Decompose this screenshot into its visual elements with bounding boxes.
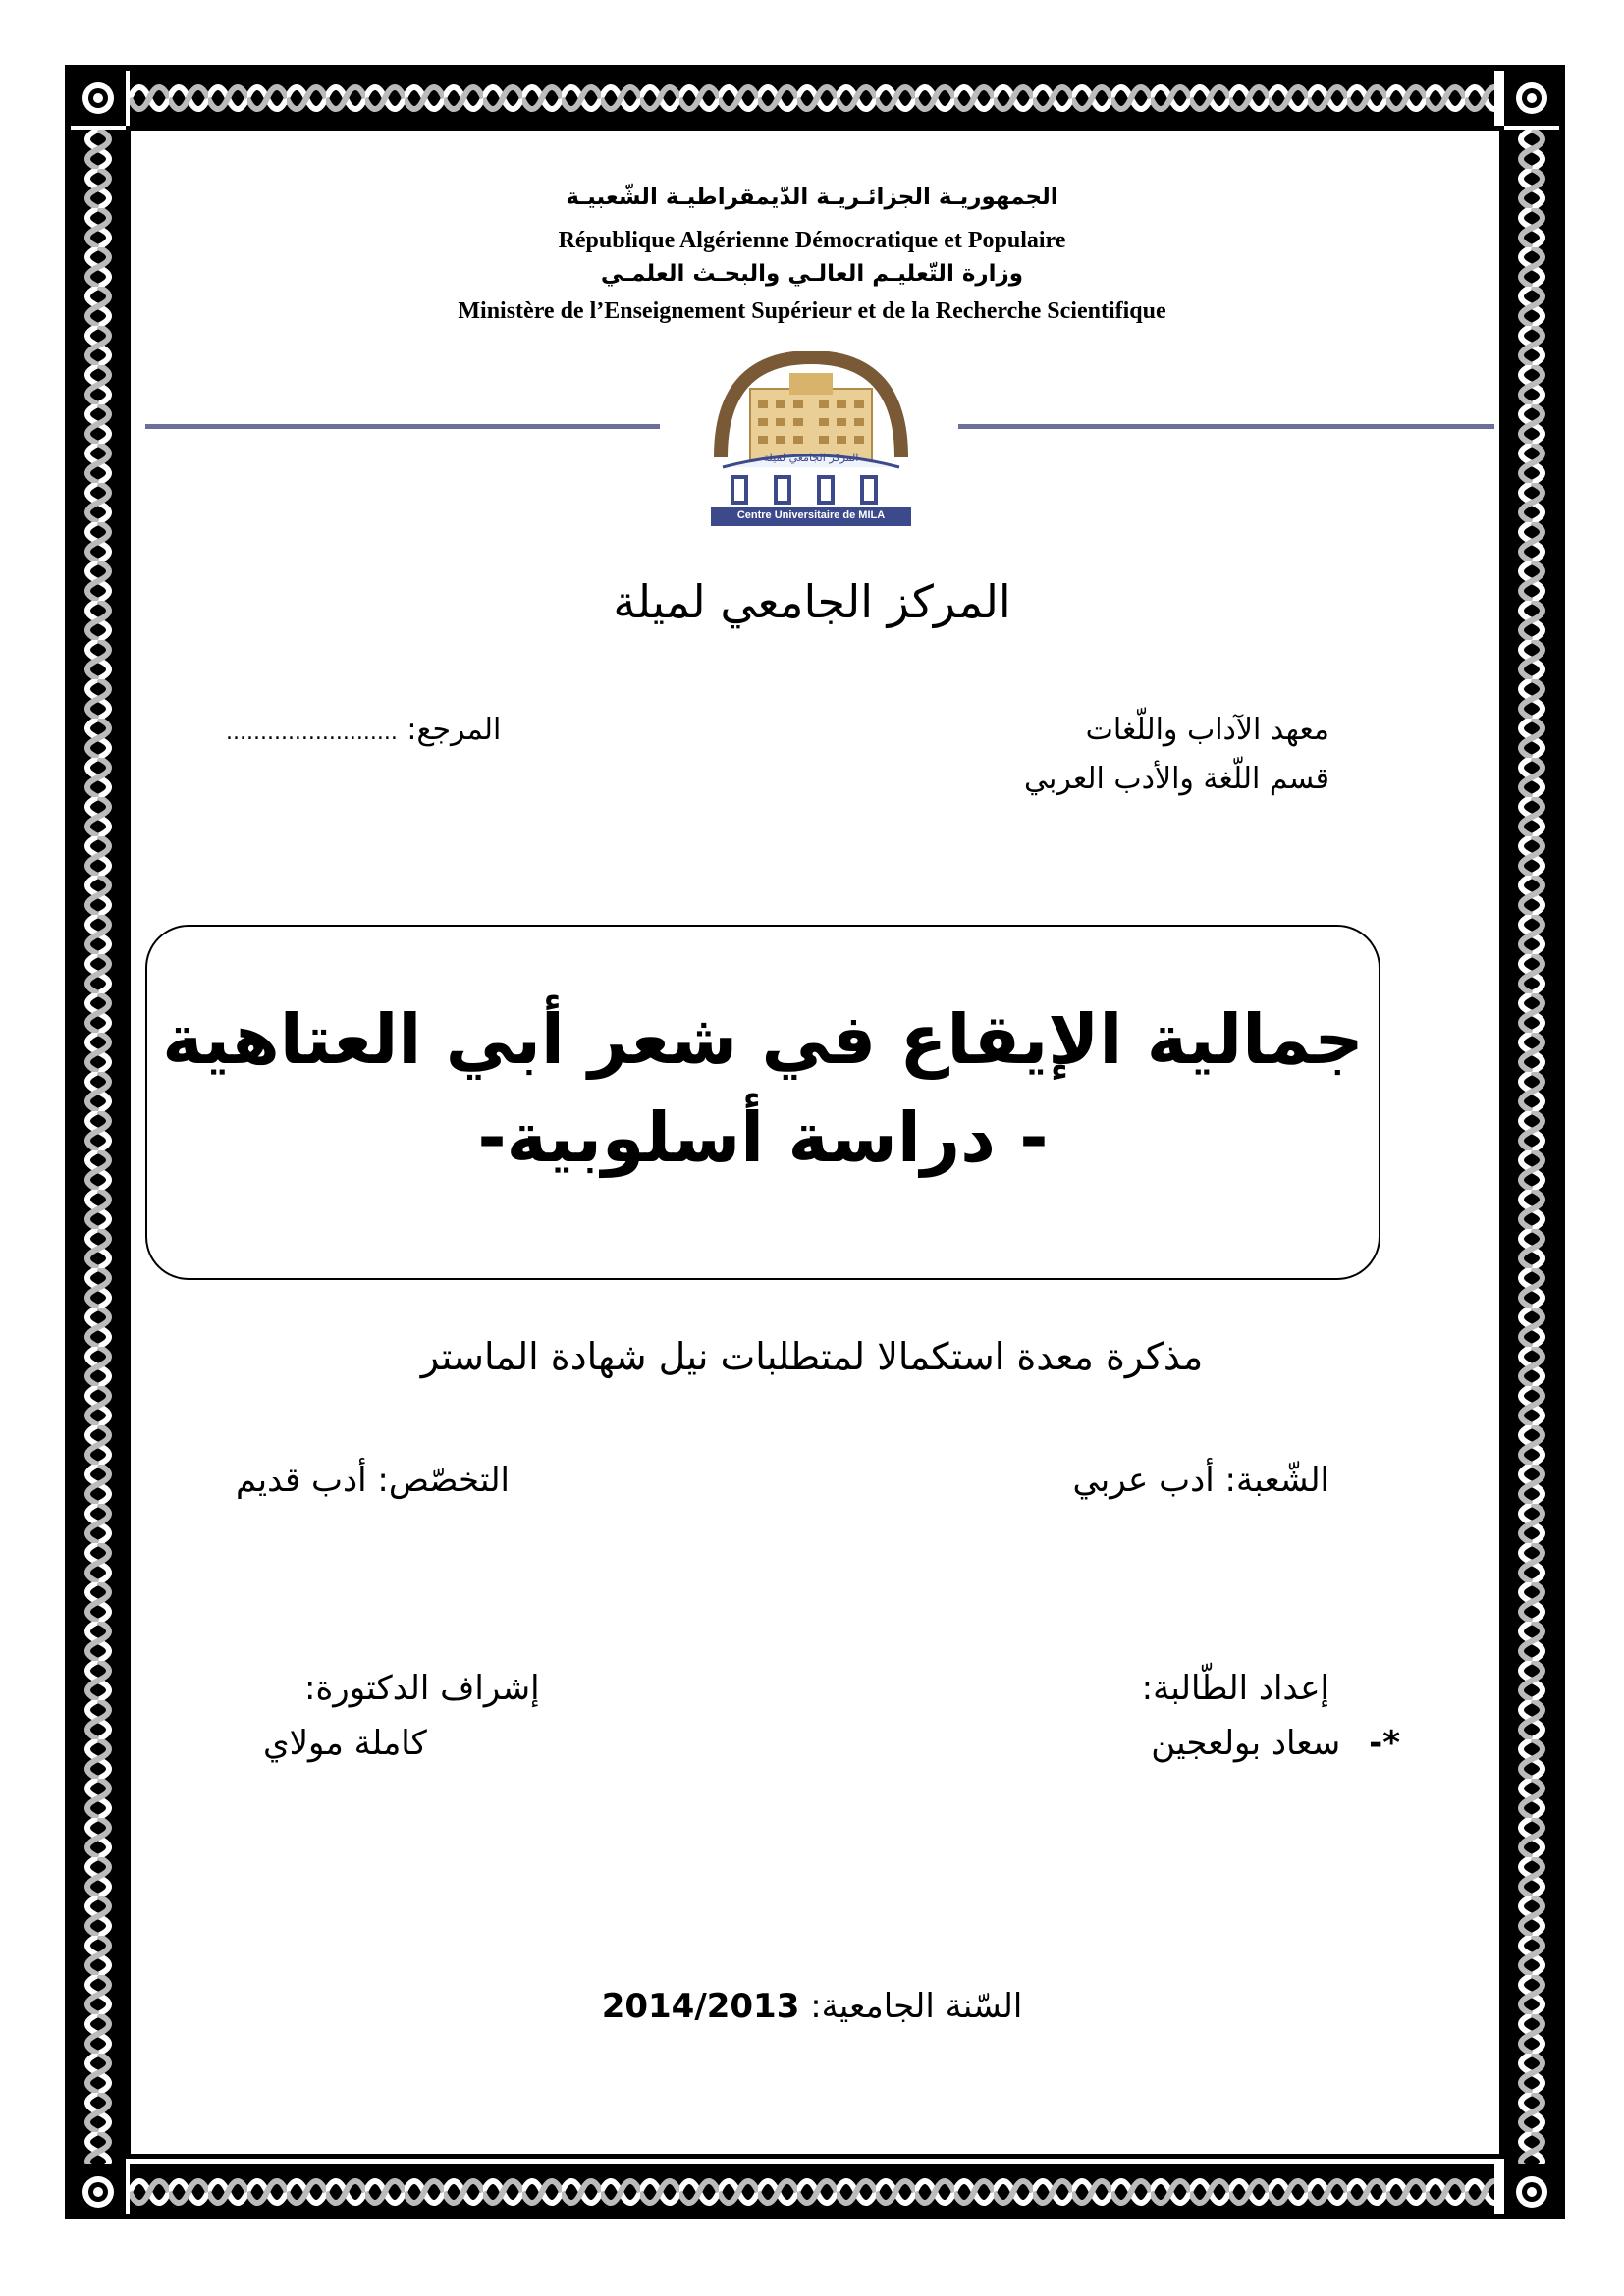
supervisor-label: إشراف الدكتورة: <box>304 1669 540 1708</box>
student-name: سعاد بولعجين <box>1151 1724 1341 1763</box>
specialty-field: التخصّص: أدب قديم <box>236 1461 511 1500</box>
republic-arabic: الجمهوريـة الجزائـريـة الدّيمقراطيـة الشّعبيـة <box>566 185 1058 210</box>
republic-french: République Algérienne Démocratique et Populaire <box>558 228 1066 253</box>
ministry-french: Ministère de l’Enseignement Supérieur et de la Recherche Scientifique <box>458 298 1166 324</box>
corner-ornament-icon <box>1504 71 1559 126</box>
reference-value: ......................... <box>226 721 398 745</box>
memo-description: مذكرة معدة استكمالا لمتطلبات نيل شهادة الماستر <box>420 1335 1204 1378</box>
logo-caption: Centre Universitaire de MILA <box>736 509 886 521</box>
department-name: قسم اللّغة والأدب العربي <box>1023 762 1329 796</box>
academic-year <box>137 1987 1487 2026</box>
header-divider-left <box>145 424 660 429</box>
logo-banner-text: المركز الجامعي لميلة <box>763 452 859 464</box>
header-divider-right <box>958 424 1494 429</box>
corner-ornament-icon <box>1504 2164 1559 2219</box>
institute-name: معهد الآداب واللّغات <box>1085 713 1329 747</box>
border-pattern-top <box>130 71 1494 126</box>
academic-year-label: السّنة الجامعية: <box>810 1987 1023 2026</box>
ministry-arabic: وزارة التّعليـم العالـي والبحـث العلمـي <box>600 261 1024 287</box>
supervisor-name: كاملة مولاي <box>263 1724 427 1763</box>
border-pattern-left <box>71 130 126 2164</box>
thesis-title: جمالية الإيقاع في شعر أبي العتاهية <box>162 999 1364 1080</box>
student-label: إعداد الطّالبة: <box>1141 1669 1329 1708</box>
academic-year-value: 2014/2013 <box>601 1987 800 2026</box>
university-logo <box>693 351 929 528</box>
border-pattern-bottom <box>130 2164 1494 2219</box>
corner-ornament-icon <box>71 71 126 126</box>
border-pattern-right <box>1504 130 1559 2164</box>
reference-label: المرجع: <box>406 713 502 747</box>
student-bullet: *- <box>1369 1724 1400 1763</box>
thesis-subtitle: - دراسة أسلوبية- <box>477 1097 1049 1178</box>
student-entry <box>1151 1724 1400 1763</box>
branch-field: الشّعبة: أدب عربي <box>1072 1461 1329 1500</box>
reference-field <box>226 713 501 747</box>
university-name: المركز الجامعي لميلة <box>613 575 1011 628</box>
corner-ornament-icon <box>71 2164 126 2219</box>
